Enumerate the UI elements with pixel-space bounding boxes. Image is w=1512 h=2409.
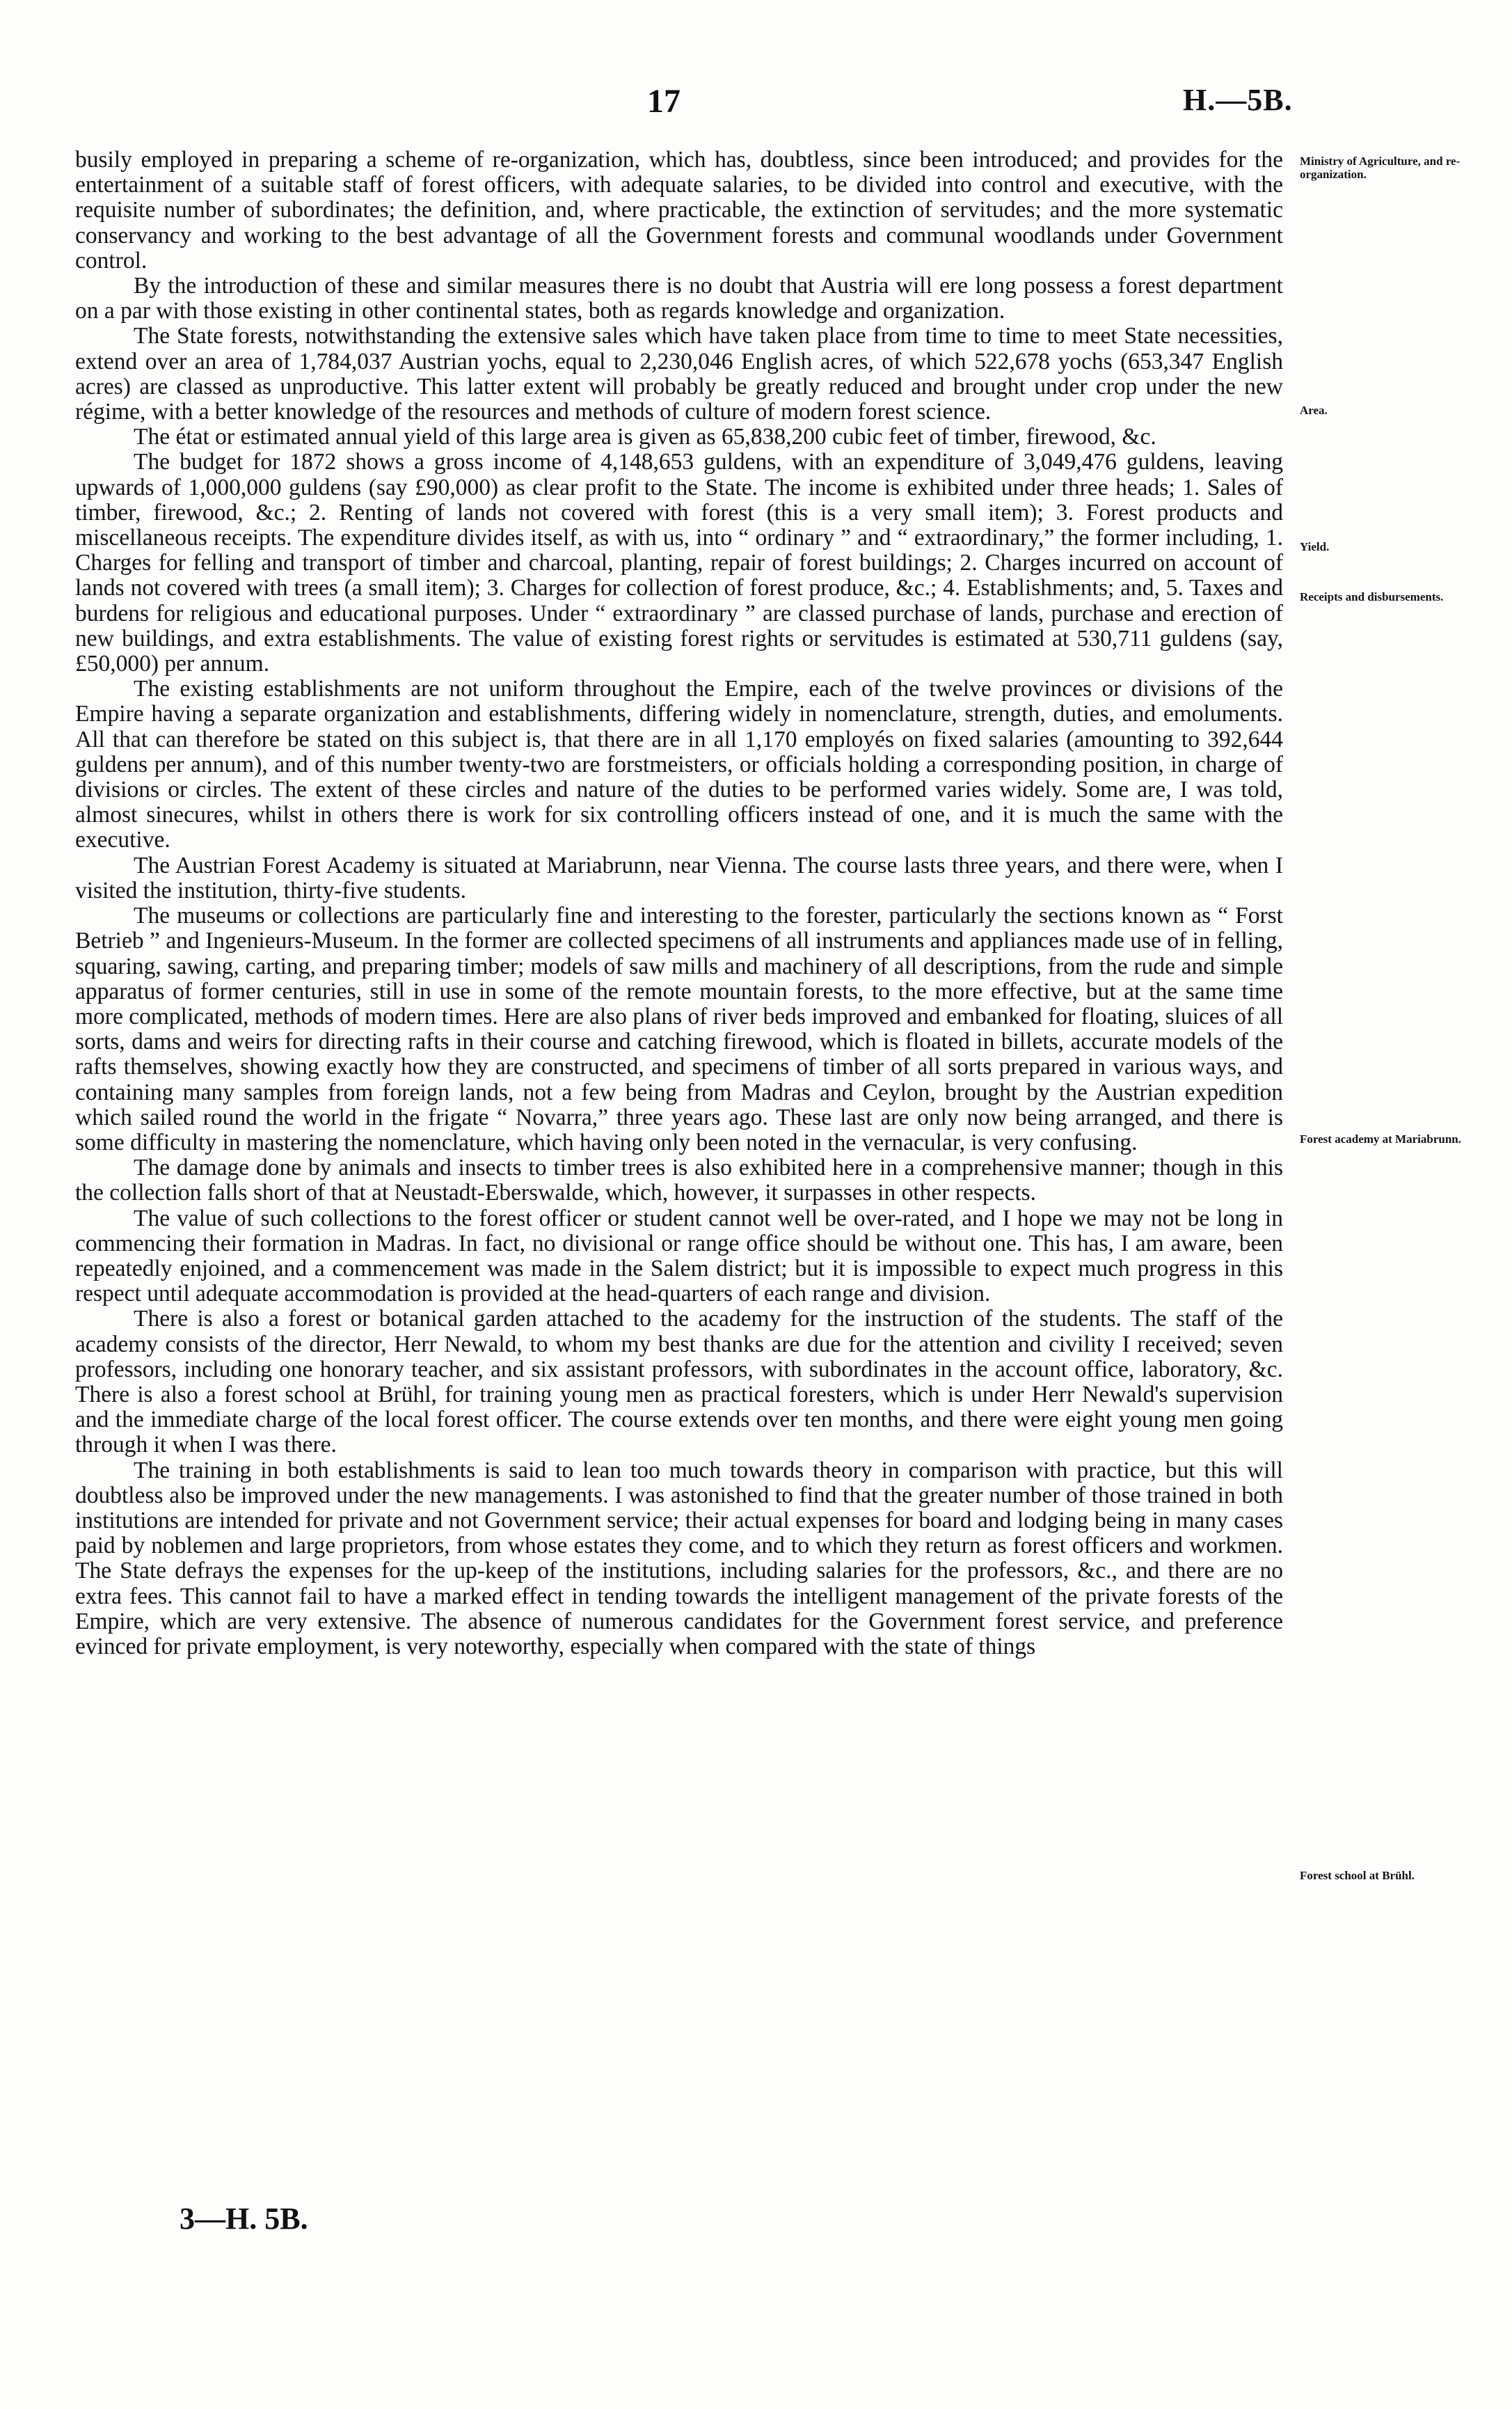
marginal-note-receipts: Receipts and disbursements. xyxy=(1300,590,1444,603)
paragraph: The museums or collections are particularly fine and interesting to the forester, particularly the sections known as “ Forst Betrieb ” and Ingenieurs-Museum. In the former are collected specimens of all instruments and appliances made use of in felling, squaring, sawing, carting, and preparing timber; models of saw mills and machinery of all descriptions, from the rude and simple apparatus of former centuries, still in use in some of the remote mountain forests, to the more effective, but at the same time more complicated, methods of modern times. Here are also plans of river beds improved and embanked for floating, sluices of all sorts, dams and weirs for directing rafts in their course and catching firewood, which is floated in billets, accurate models of the rafts themselves, showing exactly how they are constructed, and specimens of timber of all sorts prepared in various ways, and containing many samples from foreign lands, not a few being from Madras and Ceylon, brought by the Austrian expedition which sailed round the world in the frigate “ Novarra,” three years ago. These last are only now being arranged, and there is some difficulty in mastering the nomenclature, which having only been noted in the vernacular, is very confusing. xyxy=(75,903,1283,1155)
page-header xyxy=(0,82,1512,124)
paragraph: The training in both establishments is said to lean too much towards theory in comparison with practice, but this will doubtless also be improved under the new managements. I was astonished to find that the greater number of those trained in both institutions are intended for private and not Government service; their actual expenses for board and lodging being in many cases paid by noblemen and large proprietors, from whose estates they come, and to which they return as forest officers and workmen. The State defrays the expenses for the up-keep of the institutions, including salaries for the professors, &c., and there are no extra fees. This cannot fail to have a marked effect in tending towards the intelligent management of the private forests of the Empire, which are very extensive. The absence of numerous candidates for the Government forest service, and preference evinced for private employment, is very noteworthy, especially when compared with the state of things xyxy=(75,1457,1283,1659)
paragraph: There is also a forest or botanical garden attached to the academy for the instruction of the students. The staff of the academy consists of the director, Herr Newald, to whom my best thanks are due for the attention and civility I received; seven professors, including one honorary teacher, and six assistant professors, with subordinates in the account office, laboratory, &c. There is also a forest school at Brühl, for training young men as practical foresters, which is under Herr Newald's supervision and the immediate charge of the local forest officer. The course extends over ten months, and there were eight young men going through it when I was there. xyxy=(75,1306,1283,1458)
paragraph: busily employed in preparing a scheme of re-organization, which has, doubtless, since been introduced; and provides for the entertainment of a suitable staff of forest officers, with adequate salaries, to be divided into control and executive, with the requisite number of subordinates; the definition, and, where practicable, the extinction of servitudes; and the more systematic conservancy and working to the best advantage of all the Government forests and communal woodlands under Government control. xyxy=(75,147,1283,274)
marginal-note-ministry: Ministry of Agriculture, and re-organization. xyxy=(1300,155,1461,181)
paragraph: The état or estimated annual yield of this large area is given as 65,838,200 cubic feet of timber, firewood, &c. xyxy=(134,424,1156,450)
page-footer-signature: 3—H. 5B. xyxy=(180,2202,308,2236)
page-number: 17 xyxy=(647,83,681,120)
marginal-note-yield: Yield. xyxy=(1300,540,1330,553)
marginal-note-area: Area. xyxy=(1300,404,1328,417)
paragraph: By the introduction of these and similar measures there is no doubt that Austria will ere long possess a forest department on a par with those existing in other continental states, both as regards knowledge and organization. xyxy=(75,273,1283,324)
paragraph: The value of such collections to the forest officer or student cannot well be over-rated, and I hope we may not be long in commencing their formation in Madras. In fact, no divisional or range office should be without one. This has, I am aware, been repeatedly enjoined, and a commencement was made in the Salem district; but it is impossible to expect much progress in this respect until adequate accommodation is provided at the head-quarters of each range and division. xyxy=(75,1205,1283,1307)
body-text xyxy=(75,148,1283,1659)
marginal-note-forest-academy: Forest academy at Mariabrunn. xyxy=(1300,1132,1461,1146)
paragraph: The existing establishments are not uniform throughout the Empire, each of the twelve provinces or divisions of the Empire having a separate organization and establishments, differing widely in nomenclature, strength, duties, and emoluments. All that can therefore be stated on this subject is, that there are in all 1,170 employés on fixed salaries (amounting to 392,644 guldens per annum), and of this number twenty-two are forstmeisters, or officials holding a corresponding position, in charge of divisions or circles. The extent of these circles and nature of the duties to be performed varies widely. Some are, I was told, almost sinecures, whilst in others there is work for six controlling officers instead of one, and it is much the same with the executive. xyxy=(75,676,1283,853)
paragraph: The budget for 1872 shows a gross income of 4,148,653 guldens, with an expenditure of 3,049,476 guldens, leaving upwards of 1,000,000 guldens (say £90,000) as clear profit to the State. The income is exhibited under three heads; 1. Sales of timber, firewood, &c.; 2. Renting of lands not covered with forest (this is a very small item); 3. Forest products and miscellaneous receipts. The expenditure divides itself, as with us, into “ ordinary ” and “ extraordinary,” the former including, 1. Charges for felling and transport of timber and charcoal, planting, repair of forest buildings; 2. Charges incurred on account of lands not covered with trees (a small item); 3. Charges for collection of forest produce, &c.; 4. Establishments; and, 5. Taxes and burdens for religious and educational purposes. Under “ extraordinary ” are classed purchase of lands, purchase and erection of new buildings, and extra establishments. The value of existing forest rights or servitudes is estimated at 530,711 guldens (say, £50,000) per annum. xyxy=(75,449,1283,677)
paragraph: The damage done by animals and insects to timber trees is also exhibited here in a comprehensive manner; though in this the collection falls short of that at Neustadt-Eberswalde, which, however, it surpasses in other respects. xyxy=(75,1155,1283,1206)
document-reference: H.—5B. xyxy=(1183,83,1293,117)
marginal-note-forest-school: Forest school at Brühl. xyxy=(1300,1869,1415,1882)
paragraph: The Austrian Forest Academy is situated at Mariabrunn, near Vienna. The course lasts three years, and there were, when I visited the institution, thirty-five students. xyxy=(75,852,1283,903)
paragraph: The State forests, notwithstanding the extensive sales which have taken place from time to time to meet State necessities, extend over an area of 1,784,037 Austrian yochs, equal to 2,230,046 English acres, of which 522,678 yochs (653,347 English acres) are classed as unproductive. This latter extent will probably be greatly reduced and brought under crop under the new régime, with a better knowledge of the resources and methods of culture of modern forest science. xyxy=(75,323,1283,425)
